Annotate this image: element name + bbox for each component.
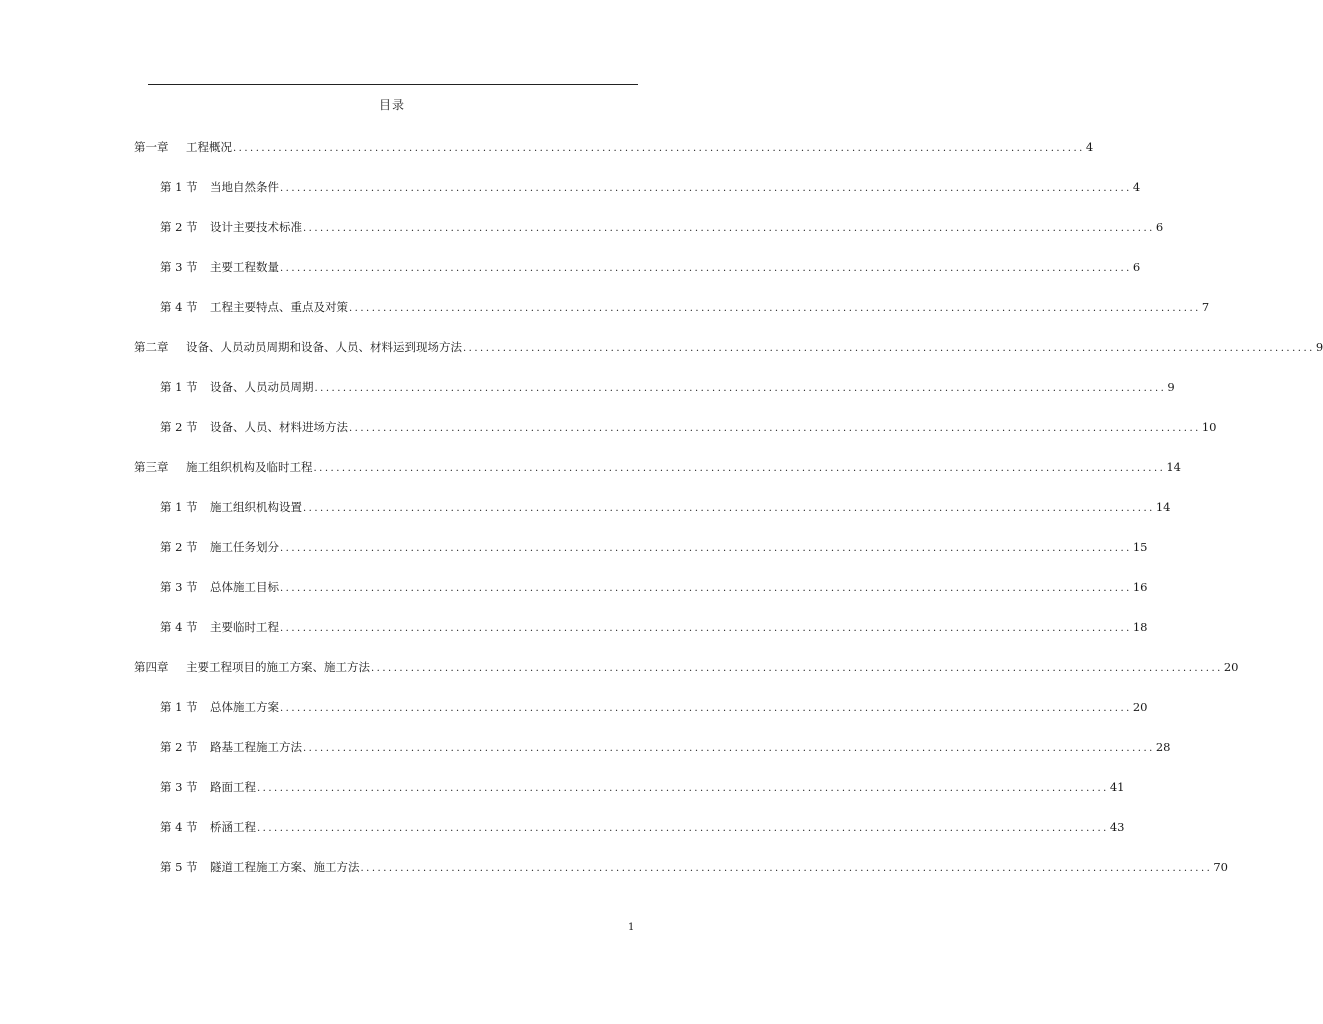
toc-entry-section[interactable] (160, 740, 1171, 756)
toc-entry-page: 7 (1201, 300, 1210, 314)
toc-dot-leader: ...................................................................................................................................................... (371, 663, 1223, 674)
toc-entry-label: 第 2 节 (160, 740, 198, 754)
toc-entry-section[interactable] (160, 420, 1217, 436)
toc-entry-chapter-2[interactable] (134, 340, 1323, 356)
toc-entry-section[interactable] (160, 300, 1210, 316)
toc-entry-label: 第三章 (134, 460, 169, 474)
toc-entry-page: 9 (1167, 380, 1175, 394)
toc-dot-leader: ...................................................................................................................................................... (349, 303, 1201, 314)
toc-entry-title: 主要临时工程 (210, 620, 279, 634)
toc-entry-label: 第四章 (134, 660, 169, 674)
toc-entry-page: 14 (1155, 500, 1171, 514)
toc-entry-label: 第 2 节 (160, 420, 198, 434)
toc-entry-label: 第 4 节 (160, 300, 198, 314)
toc-entry-page: 6 (1155, 220, 1164, 234)
toc-entry-label: 第 1 节 (160, 180, 198, 194)
toc-entry-page: 9 (1315, 340, 1323, 354)
toc-entry-chapter-4[interactable] (134, 660, 1239, 676)
toc-entry-page: 20 (1132, 700, 1148, 714)
toc-entry-section[interactable] (160, 860, 1228, 876)
toc-entry-page: 20 (1223, 660, 1239, 674)
toc-entry-label: 第 1 节 (160, 700, 198, 714)
toc-entry-section[interactable] (160, 500, 1171, 516)
toc-entry-page: 15 (1132, 540, 1148, 554)
toc-entry-section[interactable] (160, 580, 1148, 596)
toc-dot-leader: ...................................................................................................................................................... (303, 223, 1155, 234)
toc-entry-label: 第 3 节 (160, 260, 198, 274)
toc-entry-page: 4 (1085, 140, 1094, 154)
toc-entry-label: 第 5 节 (160, 860, 198, 874)
toc-dot-leader: ...................................................................................................................................................... (360, 863, 1213, 874)
toc-entry-section[interactable] (160, 780, 1125, 796)
toc-dot-leader: ...................................................................................................................................................... (280, 183, 1132, 194)
toc-entry-title: 桥涵工程 (210, 820, 256, 834)
toc-dot-leader: ...................................................................................................................................................... (280, 263, 1132, 274)
toc-dot-leader: ...................................................................................................................................................... (280, 623, 1132, 634)
toc-dot-leader: ...................................................................................................................................................... (314, 383, 1167, 394)
toc-dot-leader: ...................................................................................................................................................... (233, 143, 1085, 154)
toc-entry-title: 当地自然条件 (210, 180, 279, 194)
toc-dot-leader: ...................................................................................................................................................... (257, 823, 1109, 834)
toc-title: 目录 (378, 98, 405, 112)
toc-entry-title: 设备、人员动员周期和设备、人员、材料运到现场方法 (186, 340, 462, 354)
toc-entry-title: 施工任务划分 (210, 540, 279, 554)
toc-entry-title: 工程概况 (186, 140, 232, 154)
toc-entry-title: 隧道工程施工方案、施工方法 (210, 860, 360, 874)
toc-dot-leader: ...................................................................................................................................................... (280, 583, 1132, 594)
toc-dot-leader: ...................................................................................................................................................... (303, 743, 1155, 754)
toc-entry-page: 28 (1155, 740, 1171, 754)
toc-entry-label: 第 1 节 (160, 500, 198, 514)
toc-entry-title: 总体施工目标 (210, 580, 279, 594)
toc-entry-label: 第 3 节 (160, 580, 198, 594)
toc-entry-page: 70 (1213, 860, 1228, 874)
toc-dot-leader: ...................................................................................................................................................... (280, 703, 1132, 714)
toc-entry-label: 第 3 节 (160, 780, 198, 794)
toc-entry-title: 主要工程数量 (210, 260, 279, 274)
toc-entry-title: 工程主要特点、重点及对策 (210, 300, 348, 314)
toc-entry-title: 路面工程 (210, 780, 256, 794)
toc-dot-leader: ...................................................................................................................................................... (313, 463, 1166, 474)
toc-entry-title: 总体施工方案 (210, 700, 279, 714)
toc-entry-page: 14 (1166, 460, 1181, 474)
toc-entry-label: 第一章 (134, 140, 169, 154)
toc-entry-title: 施工组织机构设置 (210, 500, 302, 514)
toc-dot-leader: ...................................................................................................................................................... (303, 503, 1155, 514)
toc-entry-title: 设计主要技术标准 (210, 220, 302, 234)
toc-dot-leader: ...................................................................................................................................................... (349, 423, 1201, 434)
toc-entry-section[interactable] (160, 180, 1141, 196)
toc-entry-section[interactable] (160, 700, 1148, 716)
toc-entry-page: 43 (1109, 820, 1125, 834)
toc-entry-page: 4 (1132, 180, 1141, 194)
toc-entry-section[interactable] (160, 820, 1125, 836)
toc-entry-title: 施工组织机构及临时工程 (186, 460, 313, 474)
toc-entry-page: 16 (1132, 580, 1148, 594)
toc-dot-leader: ...................................................................................................................................................... (280, 543, 1132, 554)
toc-entry-section[interactable] (160, 540, 1148, 556)
toc-entry-label: 第 4 节 (160, 620, 198, 634)
toc-entry-label: 第 1 节 (160, 380, 198, 394)
toc-entry-chapter-3[interactable] (134, 460, 1181, 476)
toc-entry-section[interactable] (160, 620, 1148, 636)
toc-entry-chapter-1[interactable] (134, 140, 1094, 156)
toc-entry-title: 设备、人员、材料进场方法 (210, 420, 348, 434)
toc-dot-leader: ...................................................................................................................................................... (463, 343, 1315, 354)
toc-entry-section[interactable] (160, 380, 1175, 396)
toc-entry-label: 第二章 (134, 340, 169, 354)
toc-entry-section[interactable] (160, 220, 1164, 236)
toc-entry-page: 18 (1132, 620, 1148, 634)
toc-entry-label: 第 2 节 (160, 220, 198, 234)
page-number: 1 (628, 922, 635, 933)
toc-entry-label: 第 2 节 (160, 540, 198, 554)
toc-entry-label: 第 4 节 (160, 820, 198, 834)
toc-entry-page: 10 (1201, 420, 1217, 434)
toc-entry-title: 设备、人员动员周期 (210, 380, 314, 394)
toc-dot-leader: ...................................................................................................................................................... (257, 783, 1109, 794)
toc-entry-page: 41 (1109, 780, 1125, 794)
toc-entry-section[interactable] (160, 260, 1141, 276)
toc-entry-title: 主要工程项目的施工方案、施工方法 (186, 660, 370, 674)
toc-entry-title: 路基工程施工方法 (210, 740, 302, 754)
toc-entry-page: 6 (1132, 260, 1141, 274)
